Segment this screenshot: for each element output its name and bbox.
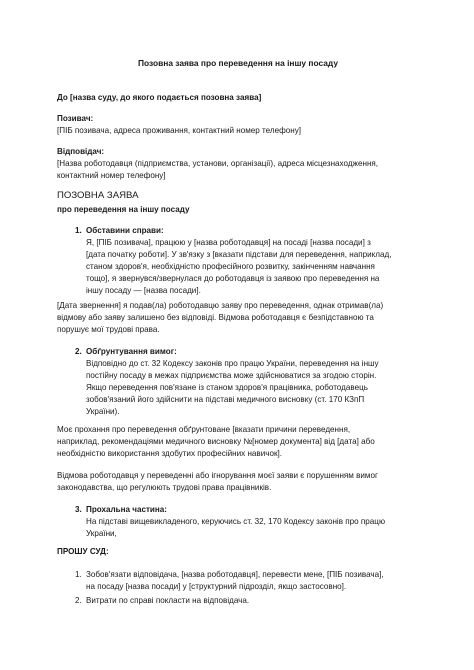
- paragraph-line: Відмова роботодавця у переведенні або ігнорування моєї заяви є порушенням вимог: [57, 471, 378, 480]
- paragraph-line: відмову або заяву залишено без відповіді. Відмова роботодавця є безпідставною та: [57, 313, 374, 322]
- claim-heading: ПОЗОВНА ЗАЯВА: [57, 190, 139, 201]
- plaintiff-label: Позивач:: [57, 114, 94, 123]
- section-line: На підставі вищевикладеного, керуючись ст. 32, 170 Кодексу законів про працю: [86, 517, 386, 526]
- claim-subheading: про переведення на іншу посаду: [57, 205, 190, 214]
- section-line: іншу посаду — [назва посади].: [86, 286, 201, 295]
- section-line: [дата початку роботи]. У зв'язку з [вказати підстави для переведення, наприклад,: [86, 250, 392, 259]
- request-line: Зобов'язати відповідача, [назва роботодавця], перевести мене, [ПІБ позивача],: [86, 570, 384, 579]
- paragraph-grounds: [57, 424, 419, 460]
- paragraph-line: Моє прохання про переведення обґрунтоване [вказати причини переведення,: [57, 425, 351, 434]
- section-line: Якщо переведення пов'язане із станом здоров'я працівника, роботодавець: [86, 383, 368, 392]
- section-line: Я, [ПІБ позивача], працюю у [назва роботодавця] на посаді [назва посади] з: [86, 238, 371, 247]
- paragraph-refusal: [57, 300, 419, 336]
- paragraph-line: порушує мої трудові права.: [57, 325, 160, 334]
- section-number: 3.: [75, 505, 82, 514]
- request-heading: ПРОШУ СУД:: [57, 547, 109, 556]
- section-line: України,: [86, 529, 117, 538]
- paragraph-line: наприклад, рекомендаціями медичного висновку №[номер документа] від [дата] або: [57, 437, 375, 446]
- section-line: тощо], я звернувся/звернулася до роботодавця із заявою про переведення на: [86, 274, 380, 283]
- defendant-details-line: контактний номер телефону]: [57, 171, 166, 180]
- paragraph-violation: [57, 470, 419, 494]
- section-line: України).: [86, 407, 120, 416]
- request-line: на посаду [назва посади] у [структурний підрозділ, якщо застосовно].: [86, 582, 347, 591]
- section-line: зобов'язаний його здійснити на підставі медичного висновку (ст. 170 КЗпП: [86, 395, 365, 404]
- paragraph-line: необхідністю використання здобутих професійних навичок].: [57, 449, 282, 458]
- section-title: Обставини справи:: [86, 226, 164, 235]
- request-number: 2.: [75, 596, 82, 605]
- section-title: Прохальна частина:: [86, 505, 167, 514]
- paragraph-line: законодавства, що регулюють трудові права працівників.: [57, 483, 272, 492]
- section-line: Відповідно до ст. 32 Кодексу законів про працю України, переведення на іншу: [86, 359, 379, 368]
- plaintiff-details: [ПІБ позивача, адреса проживання, контактний номер телефону]: [57, 126, 302, 135]
- defendant-details-line: [Назва роботодавця (підприємства, установи, організації), адреса місцезнаходження,: [57, 159, 379, 168]
- defendant-label: Відповідач:: [57, 147, 105, 156]
- paragraph-line: [Дата звернення] я подав(ла) роботодавцю заяву про переведення, однак отримав(ла): [57, 301, 384, 310]
- section-line: станом здоров'я, необхідністю професійного розвитку, закінченням навчання: [86, 262, 375, 271]
- request-number: 1.: [75, 570, 82, 579]
- request-line: Витрати по справі покласти на відповідача.: [86, 596, 250, 605]
- document-title: Позовна заява про переведення на іншу посаду: [138, 58, 338, 68]
- section-line: постійну посаду в межах підприємства може здійснюватися за згодою сторін.: [86, 371, 377, 380]
- section-title: Обґрунтування вимог:: [86, 347, 177, 356]
- section-number: 1.: [75, 226, 82, 235]
- section-number: 2.: [75, 347, 82, 356]
- court-addressee: До [назва суду, до якого подається позовна заява]: [57, 93, 262, 102]
